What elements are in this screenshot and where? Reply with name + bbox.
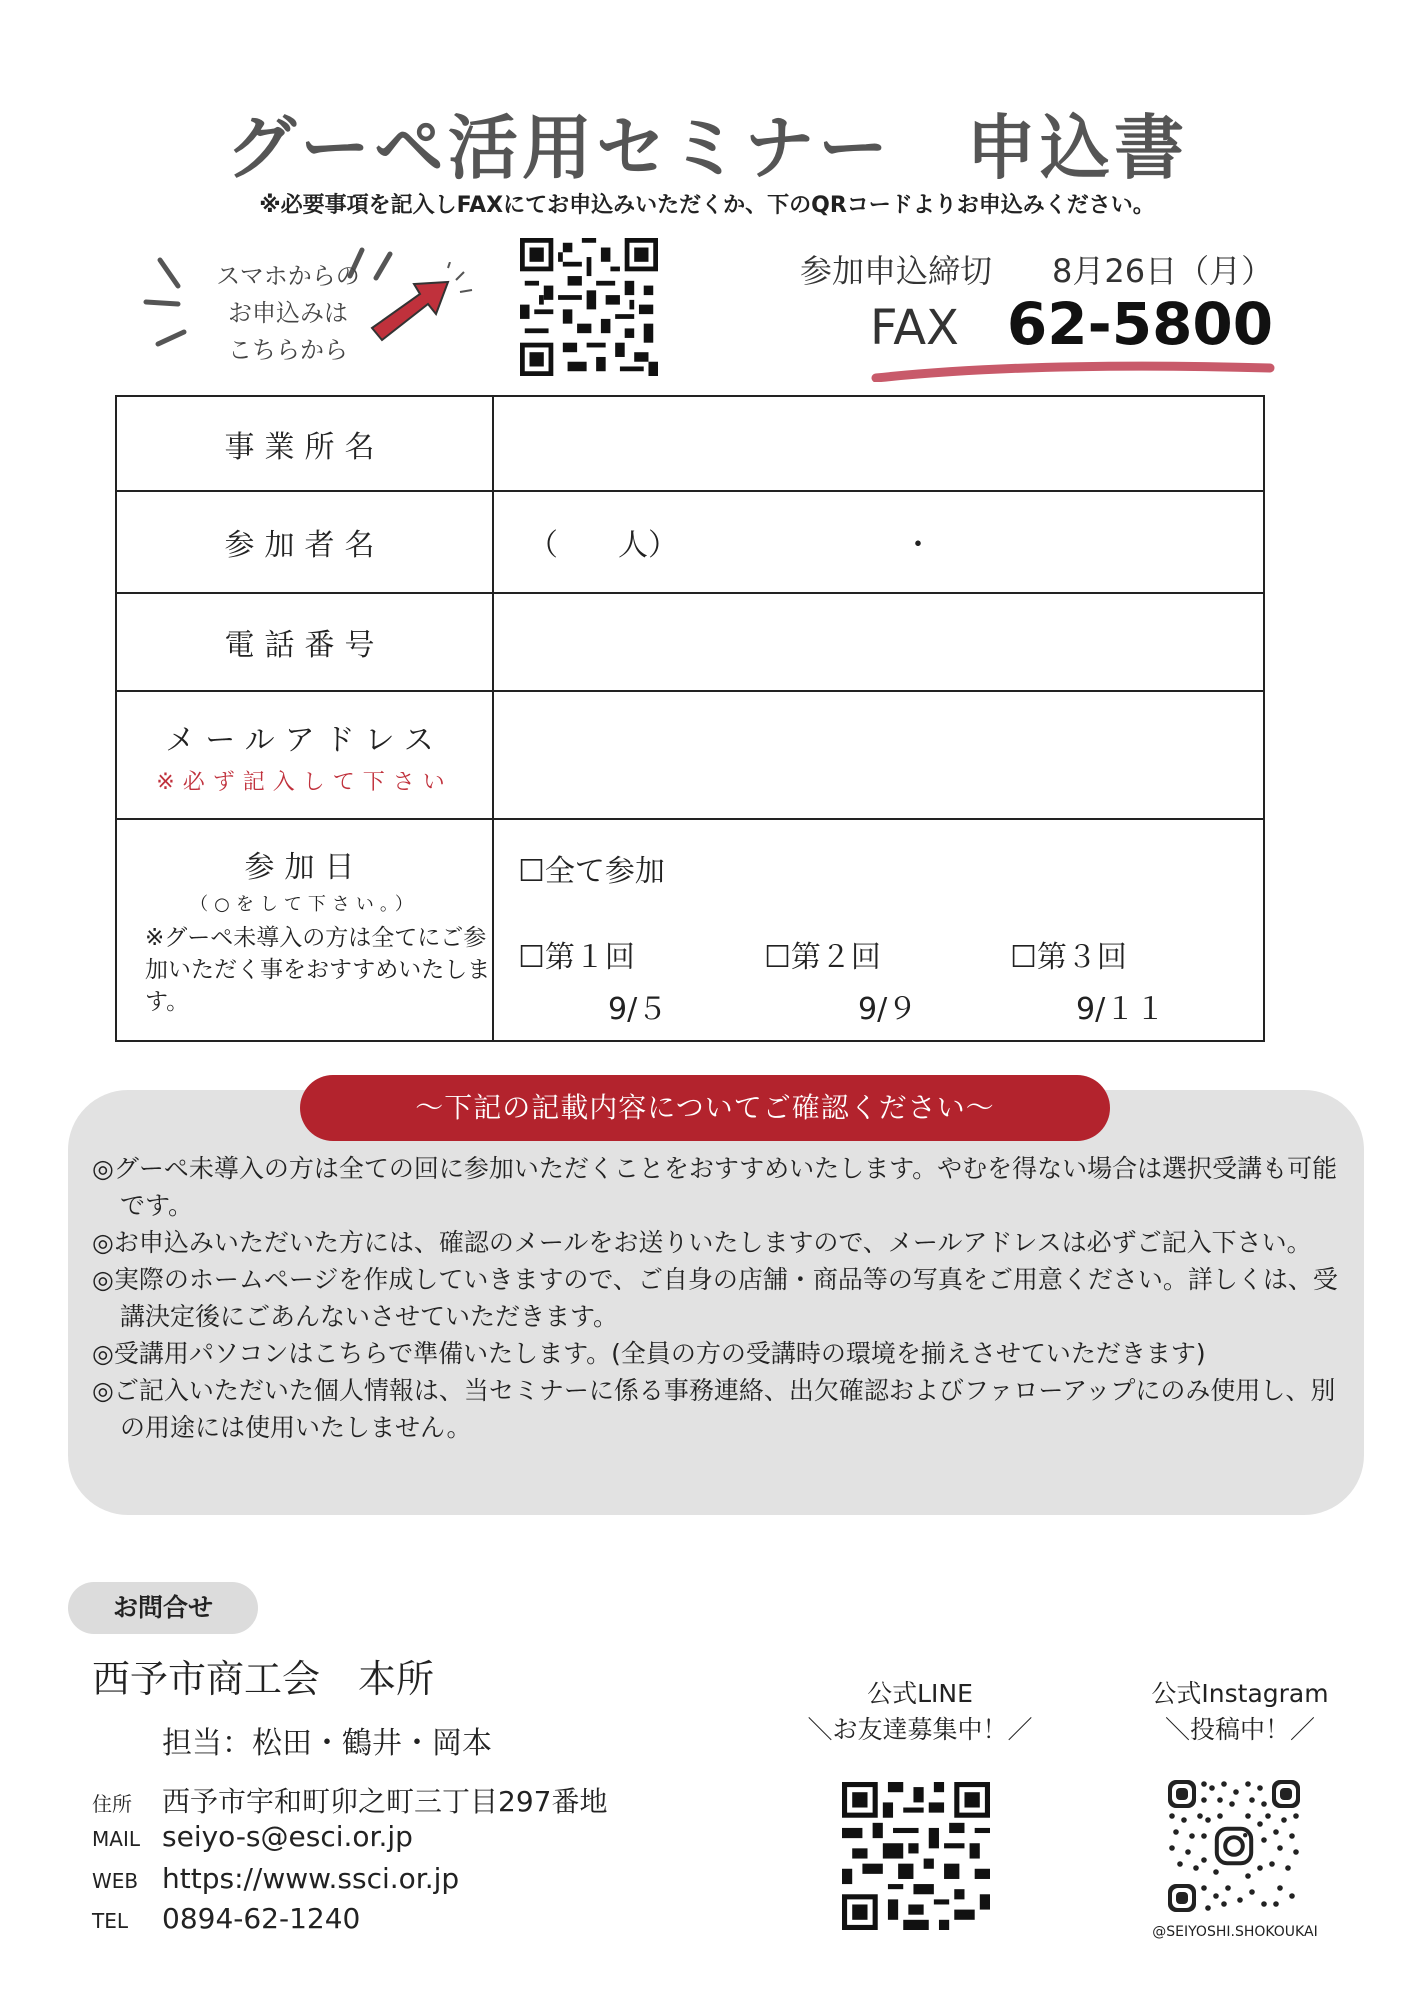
address-key: 住所: [92, 1792, 132, 1816]
smartphone-note-line3: こちらから: [228, 336, 348, 364]
fax-label: FAX: [870, 300, 959, 356]
confirmation-item: ◎実際のホームページを作成していきますので、ご自身の店舗・商品等の写真をご用意ください。詳しくは、受講決定後にごあんないさせていただきます。: [92, 1265, 1338, 1331]
smartphone-note-line1: スマホからの: [216, 262, 360, 290]
staff-names: 担当：松田・鶴井・岡本: [162, 1726, 492, 1761]
address-value: 西予市宇和町卯之町三丁目297番地: [162, 1785, 608, 1818]
email-label-cell: [116, 691, 493, 819]
tel-key: TEL: [92, 1909, 128, 1933]
web-row: [92, 1862, 459, 1895]
email-label: メールアドレス: [165, 722, 444, 758]
session-1-checkbox[interactable]: [518, 932, 718, 1028]
application-form: [115, 395, 1265, 1042]
phone-number-field[interactable]: [493, 593, 1264, 691]
session-1-date: 9/５: [608, 992, 668, 1027]
email-required-note: ※必ず記入して下さい: [156, 769, 453, 795]
arrow-right-icon: [360, 262, 480, 352]
instagram-handle: @SEIYOSHI.SHOKOUKAI: [1152, 1924, 1318, 1940]
application-qr-code[interactable]: [520, 238, 658, 376]
line-qr-code[interactable]: [842, 1782, 990, 1930]
confirmation-list: [92, 1150, 1342, 1446]
date-recommendation: ※グーペ未導入の方は全てにご参加いただく事をおすすめいたします。: [145, 925, 491, 1015]
confirmation-item: ◎お申込みいただいた方には、確認のメールをお送りいたしますので、メールアドレスは必ずご記入下さい。: [92, 1228, 1312, 1257]
date-label-cell: [116, 819, 493, 1041]
organization-name: 西予市商工会 本所: [92, 1657, 435, 1701]
line-label: [770, 1676, 1070, 1748]
office-name-label: 事業所名: [116, 396, 493, 491]
instruction-note: ※必要事項を記入しFAXにてお申込みいただくか、下のQRコードよりお申込みください。: [259, 193, 1155, 218]
confirmation-item: ◎グーペ未導入の方は全ての回に参加いただくことをおすすめいたします。やむを得ない場合は選択受講も可能です。: [92, 1154, 1338, 1220]
instagram-qr-code[interactable]: [1168, 1780, 1300, 1912]
phone-number-label: 電話番号: [116, 593, 493, 691]
mail-key: MAIL: [92, 1827, 140, 1851]
session-2-checkbox[interactable]: [764, 932, 964, 1028]
deadline-label: 参加申込締切: [800, 252, 993, 290]
confirmation-item: ◎ご記入いただいた個人情報は、当セミナーに係る事務連絡、出欠確認およびファローアップにのみ使用し、別の用途には使用いたしません。: [92, 1376, 1336, 1442]
date-options-cell: [493, 819, 1264, 1041]
date-instruction: （○をして下さい。）: [190, 894, 419, 915]
smartphone-note: [198, 258, 378, 369]
line-label-sub: ＼お友達募集中！／: [807, 1715, 1033, 1744]
contact-pill: お問合せ: [68, 1582, 258, 1634]
confirmation-item: ◎受講用パソコンはこちらで準備いたします。(全員の方の受講時の環境を揃えさせていただきます): [92, 1339, 1206, 1368]
smartphone-note-line2: お申込みは: [228, 299, 348, 327]
instagram-label-sub: ＼投稿中！／: [1164, 1715, 1315, 1744]
tel-value: 0894-62-1240: [162, 1902, 361, 1935]
participant-name-field[interactable]: （ 人） ・: [493, 491, 1264, 593]
underline-swoosh: [870, 358, 1280, 382]
session-2-label: ☐第２回: [764, 940, 881, 975]
session-3-label: ☐第３回: [1010, 940, 1127, 975]
mail-link[interactable]: seiyo-s@esci.or.jp: [162, 1820, 413, 1853]
email-field[interactable]: [493, 691, 1264, 819]
session-1-label: ☐第１回: [518, 940, 635, 975]
instagram-label: [1110, 1676, 1370, 1748]
all-sessions-checkbox[interactable]: ☐全て参加: [518, 854, 665, 889]
confirmation-heading: ～下記の記載内容についてご確認ください～: [300, 1075, 1110, 1141]
session-2-date: 9/９: [858, 992, 918, 1027]
page-title: グーペ活用セミナー 申込書: [226, 107, 1188, 189]
address-row: [92, 1780, 607, 1820]
tel-row: [92, 1902, 360, 1935]
instagram-label-title: 公式Instagram: [1151, 1679, 1329, 1708]
date-label: 参加日: [244, 850, 365, 885]
web-link[interactable]: https://www.ssci.or.jp: [162, 1862, 460, 1895]
participant-name-label: 参加者名: [116, 491, 493, 593]
web-key: WEB: [92, 1869, 139, 1893]
session-3-date: 9/１１: [1076, 992, 1166, 1027]
session-3-checkbox[interactable]: [1010, 932, 1230, 1028]
office-name-field[interactable]: [493, 396, 1264, 491]
deadline: [800, 246, 1273, 292]
deadline-date: 8月26日（月）: [1052, 252, 1274, 290]
mail-row: [92, 1820, 413, 1853]
fax-number: [870, 290, 1273, 358]
fax-number-value: 62-5800: [1006, 290, 1274, 358]
line-label-title: 公式LINE: [867, 1679, 973, 1708]
